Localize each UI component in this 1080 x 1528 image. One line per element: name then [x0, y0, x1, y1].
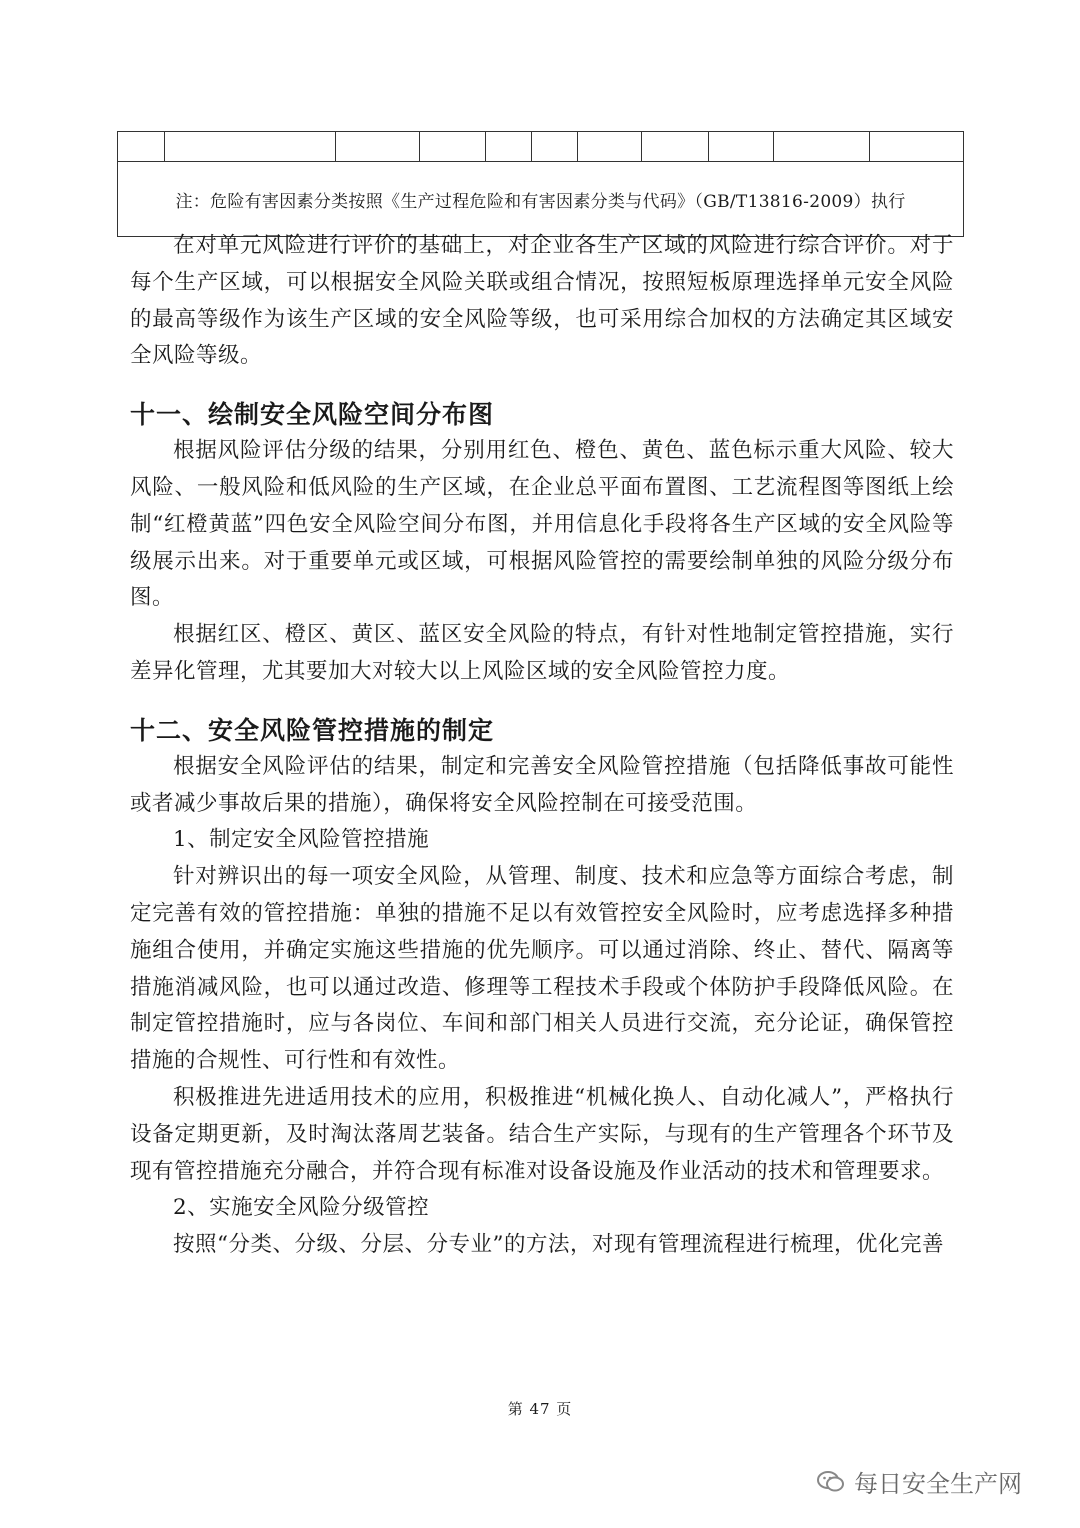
section-12-item-2: 2、实施安全风险分级管控	[173, 1195, 430, 1221]
wechat-icon	[816, 1469, 846, 1495]
table-cell	[336, 132, 420, 162]
table-cell	[165, 132, 336, 162]
risk-table-fragment	[117, 131, 964, 237]
table-cell	[486, 132, 532, 162]
table-cell	[870, 132, 964, 162]
section-11-paragraph-2: 根据红区、橙区、黄区、蓝区安全风险的特点，有针对性地制定管控措施，实行差异化管理，尤其要加大对较大以上风险区域的安全风险管控力度。	[130, 622, 954, 684]
section-12-heading: 十二、安全风险管控措施的制定	[130, 715, 495, 745]
table-row	[118, 132, 964, 162]
section-12-paragraph-3: 积极推进先进适用技术的应用，积极推进“机械化换人、自动化减人”，严格执行设备定期更新，及时淘汰落周艺装备。结合生产实际，与现有的生产管理各个环节及现有管控措施充分融合，并符合现有标准对设备设施及作业活动的技术和管理要求。	[130, 1084, 954, 1184]
table-cell	[709, 132, 774, 162]
section-11-paragraph-1: 根据风险评估分级的结果，分别用红色、橙色、黄色、蓝色标示重大风险、较大风险、一般风险和低风险的生产区域，在企业总平面布置图、工艺流程图等图纸上绘制“红橙黄蓝”四色安全风险空间分布图，并用信息化手段将各生产区域的安全风险等级展示出来。对于重要单元或区域，可根据风险管控的需要绘制单独的风险分级分布图。	[130, 438, 954, 611]
watermark	[816, 1464, 1022, 1499]
table-cell	[774, 132, 870, 162]
table-note-row	[118, 162, 964, 237]
table-cell	[420, 132, 486, 162]
document-body	[130, 228, 954, 1264]
page-number: 第 47 页	[507, 1400, 573, 1418]
table-cell	[578, 132, 642, 162]
section-11-heading: 十一、绘制安全风险空间分布图	[130, 400, 495, 430]
table-cell	[532, 132, 578, 162]
section-12-paragraph-2: 针对辨识出的每一项安全风险，从管理、制度、技术和应急等方面综合考虑，制定完善有效的管控措施：单独的措施不足以有效管控安全风险时，应考虑选择多种措施组合使用，并确定实施这些措施的优先顺序。可以通过消除、终止、替代、隔离等措施消减风险，也可以通过改造、修理等工程技术手段或个体防护手段降低风险。在制定管控措施时，应与各岗位、车间和部门相关人员进行交流，充分论证，确保管控措施的合规性、可行性和有效性。	[130, 864, 954, 1074]
table-note: 注：危险有害因素分类按照《生产过程危险和有害因素分类与代码》（GB/T13816-2009）执行	[118, 162, 964, 237]
section-12-item-1: 1、制定安全风险管控措施	[173, 827, 430, 853]
section-12-paragraph-1: 根据安全风险评估的结果，制定和完善安全风险管控措施（包括降低事故可能性或者减少事故后果的措施），确保将安全风险控制在可接受范围。	[130, 753, 954, 816]
watermark-text: 每日安全生产网	[854, 1470, 1022, 1498]
table-cell	[642, 132, 709, 162]
section-12-paragraph-4: 按照“分类、分级、分层、分专业”的方法，对现有管理流程进行梳理，优化完善	[173, 1232, 944, 1258]
table-cell	[118, 132, 165, 162]
intro-paragraph: 在对单元风险进行评价的基础上，对企业各生产区域的风险进行综合评价。对于每个生产区域，可以根据安全风险关联或组合情况，按照短板原理选择单元安全风险的最高等级作为该生产区域的安全风险等级，也可采用综合加权的方法确定其区域安全风险等级。	[130, 233, 954, 369]
